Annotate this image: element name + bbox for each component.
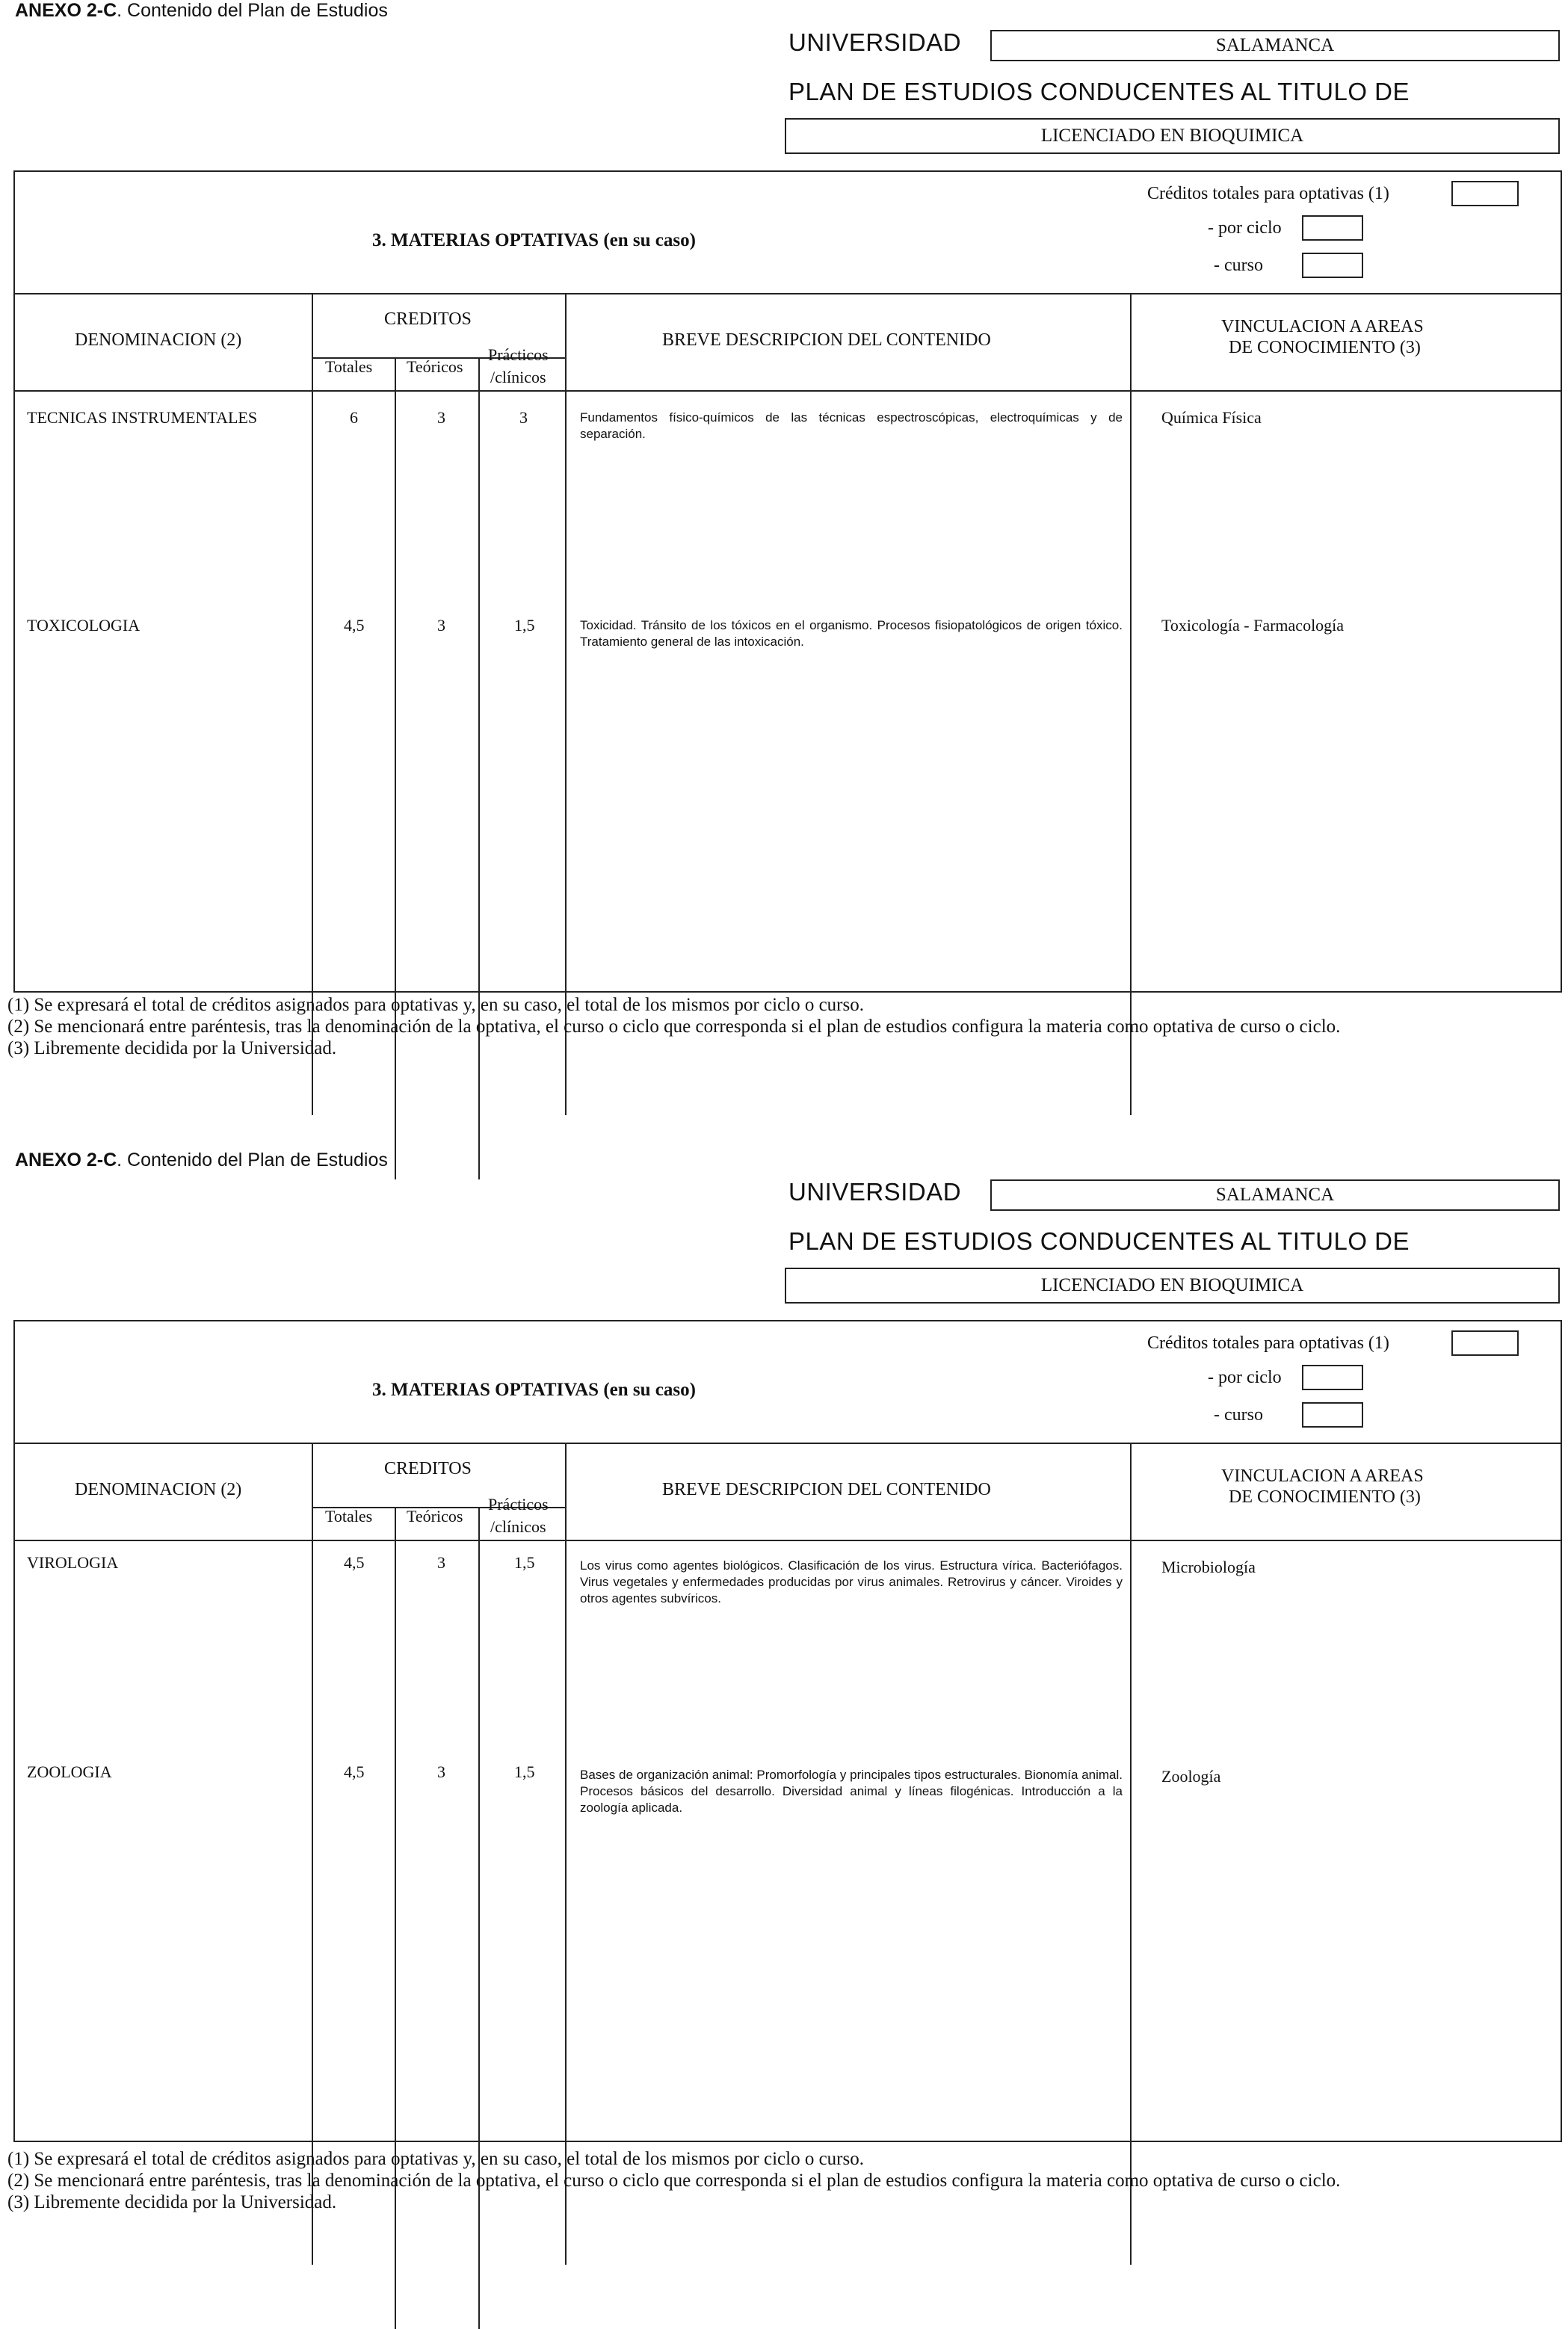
header-teoricos: Teóricos — [407, 1507, 463, 1526]
universidad-value-box: SALAMANCA — [990, 1179, 1560, 1211]
section-title: 3. MATERIAS OPTATIVAS (en su caso) — [372, 230, 696, 250]
optativas-table — [13, 170, 1562, 993]
row-1-teoricos: 3 — [437, 1553, 445, 1572]
footnote-3: (3) Libremente decidida por la Universidad. — [7, 2192, 337, 2212]
row-1-totales: 4,5 — [344, 1553, 365, 1572]
row-2-teoricos: 3 — [437, 1762, 445, 1781]
row-2-totales: 4,5 — [344, 616, 365, 635]
header-practicos: Prácticos — [488, 1495, 549, 1514]
header-descripcion: BREVE DESCRIPCION DEL CONTENIDO — [662, 330, 991, 350]
curso-box — [1302, 1402, 1363, 1428]
header-creditos: CREDITOS — [384, 309, 472, 329]
curso-box — [1302, 253, 1363, 278]
header-vinculacion-2: DE CONOCIMIENTO (3) — [1229, 1487, 1421, 1507]
row-1-descripcion: Los virus como agentes biológicos. Clasificación de los virus. Estructura vírica. Bacteriófagos. Virus vegetales y enfermedades producidas por virus animales. Retrovirus y cáncer. Viroides y otros agentes subvíricos. — [580, 1558, 1123, 1605]
creditos-totales-label: Créditos totales para optativas (1) — [1147, 1333, 1389, 1353]
header-vinculacion-1: VINCULACION A AREAS — [1221, 1466, 1424, 1486]
row-2-totales: 4,5 — [344, 1762, 365, 1781]
row-2-teoricos: 3 — [437, 616, 445, 635]
plan-label: PLAN DE ESTUDIOS CONDUCENTES AL TITULO DE — [788, 1227, 1410, 1255]
footnote-1: (1) Se expresará el total de créditos asignados para optativas y, en su caso, el total de los mismos por ciclo o curso. — [7, 2149, 864, 2169]
header-practicos: Prácticos — [488, 345, 549, 364]
footnote-2: (2) Se mencionará entre paréntesis, tras la denominación de la optativa, el curso o ciclo que corresponda si el plan de estudios configura la materia como optativa de curso o ciclo. — [7, 1017, 1341, 1037]
annex-heading: ANEXO 2-C. Contenido del Plan de Estudios — [15, 1150, 388, 1170]
row-1-area: Microbiología — [1161, 1558, 1256, 1576]
por-ciclo-box — [1302, 1365, 1363, 1390]
titulo-value-box: LICENCIADO EN BIOQUIMICA — [785, 118, 1560, 154]
header-totales: Totales — [325, 357, 373, 376]
row-1-denominacion: VIROLOGIA — [27, 1553, 119, 1572]
row-1-practicos: 3 — [519, 408, 528, 427]
header-creditos: CREDITOS — [384, 1459, 472, 1478]
row-2-denominacion: ZOOLOGIA — [27, 1762, 112, 1781]
row-2-practicos: 1,5 — [514, 1762, 535, 1781]
por-ciclo-label: - por ciclo — [1208, 218, 1282, 238]
header-vinculacion-1: VINCULACION A AREAS — [1221, 317, 1424, 336]
row-2-practicos: 1,5 — [514, 616, 535, 635]
row-1-descripcion: Fundamentos físico-químicos de las técnicas espectroscópicas, electroquímicas y de separación. — [580, 410, 1123, 441]
header-denominacion: DENOMINACION (2) — [75, 1480, 242, 1499]
row-1-practicos: 1,5 — [514, 1553, 535, 1572]
row-2-area: Toxicología - Farmacología — [1161, 616, 1345, 635]
plan-label: PLAN DE ESTUDIOS CONDUCENTES AL TITULO DE — [788, 78, 1410, 105]
header-totales: Totales — [325, 1507, 373, 1526]
creditos-totales-box — [1451, 181, 1519, 206]
footnote-1: (1) Se expresará el total de créditos asignados para optativas y, en su caso, el total de los mismos por ciclo o curso. — [7, 995, 864, 1015]
universidad-label: UNIVERSIDAD — [788, 1178, 962, 1206]
header-clinicos: /clínicos — [490, 1517, 546, 1536]
footnotes — [7, 994, 1340, 1059]
row-2-descripcion: Toxicidad. Tránsito de los tóxicos en el organismo. Procesos fisiopatológicos de origen tóxico. Tratamiento general de las intoxicación. — [580, 618, 1123, 649]
creditos-totales-label: Créditos totales para optativas (1) — [1147, 184, 1389, 203]
header-vinculacion-2: DE CONOCIMIENTO (3) — [1229, 338, 1421, 357]
universidad-value-box: SALAMANCA — [990, 30, 1560, 61]
row-1-denominacion: TECNICAS INSTRUMENTALES — [27, 408, 258, 427]
header-clinicos: /clínicos — [490, 368, 546, 386]
header-descripcion: BREVE DESCRIPCION DEL CONTENIDO — [662, 1480, 991, 1499]
header-teoricos: Teóricos — [407, 357, 463, 376]
annex-heading: ANEXO 2-C. Contenido del Plan de Estudios — [15, 0, 388, 21]
footnote-3: (3) Libremente decidida por la Universidad. — [7, 1038, 337, 1058]
footnotes — [7, 2148, 1340, 2213]
row-1-teoricos: 3 — [437, 408, 445, 427]
titulo-value-box: LICENCIADO EN BIOQUIMICA — [785, 1268, 1560, 1304]
creditos-totales-box — [1451, 1330, 1519, 1356]
por-ciclo-box — [1302, 215, 1363, 241]
curso-label: - curso — [1214, 1405, 1263, 1425]
row-2-descripcion: Bases de organización animal: Promorfología y principales tipos estructurales. Bionomía animal. Procesos básicos del desarrollo. Diversidad animal y líneas filogénicas. Introducción a la zoología aplicada. — [580, 1768, 1123, 1815]
row-1-totales: 6 — [350, 408, 358, 427]
row-2-denominacion: TOXICOLOGIA — [27, 616, 141, 635]
header-denominacion: DENOMINACION (2) — [75, 330, 242, 350]
universidad-label: UNIVERSIDAD — [788, 28, 962, 56]
optativas-table — [13, 1320, 1562, 2142]
footnote-2: (2) Se mencionará entre paréntesis, tras la denominación de la optativa, el curso o ciclo que corresponda si el plan de estudios configura la materia como optativa de curso o ciclo. — [7, 2171, 1341, 2191]
row-1-area: Química Física — [1161, 408, 1262, 427]
por-ciclo-label: - por ciclo — [1208, 1368, 1282, 1387]
curso-label: - curso — [1214, 256, 1263, 275]
section-title: 3. MATERIAS OPTATIVAS (en su caso) — [372, 1380, 696, 1400]
row-2-area: Zoología — [1161, 1767, 1221, 1786]
